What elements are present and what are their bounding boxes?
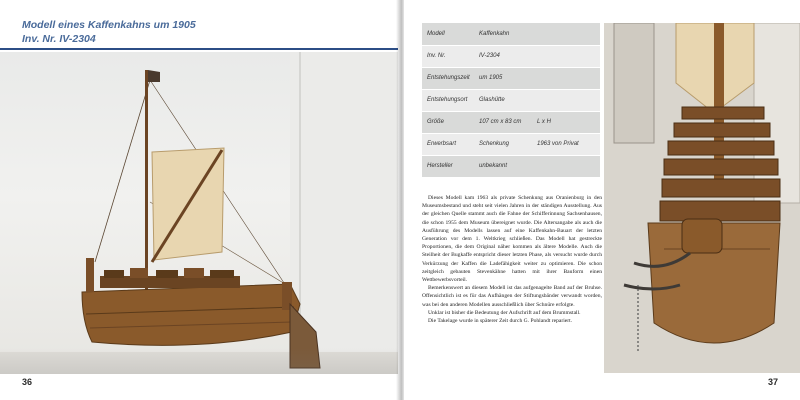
- inventory-number: Inv. Nr. IV-2304: [22, 33, 96, 45]
- ship-model-photo-front: [604, 23, 800, 373]
- page-number-left: 36: [22, 377, 33, 387]
- paragraph: Bemerkenswert an diesem Modell ist das aufgenagelte Band auf der Bruhse. Offensichtlich ist es für das Aufhängen der Stiftungsbänder verwandt worden, was bei den anderen Modellen ausschließlich über Schnüre erfolgte.: [422, 285, 602, 308]
- page-title: Modell eines Kaffenkahns um 1905: [22, 19, 196, 31]
- table-row: [422, 155, 600, 177]
- shelf-shadow: [0, 348, 398, 374]
- table-cell: 107 cm x 83 cm: [474, 111, 532, 133]
- table-cell: IV-2304: [474, 45, 532, 67]
- table-cell: [532, 45, 600, 67]
- ship-side-illustration: [0, 52, 398, 374]
- table-row: [422, 67, 600, 89]
- header-rule: [0, 48, 398, 50]
- table-cell: L x H: [532, 111, 600, 133]
- page-header: [22, 18, 382, 46]
- paragraph: Unklar ist bisher die Bedeutung der Aufschrift auf dem Brummstall.: [428, 309, 581, 316]
- table-cell: Modell: [422, 23, 474, 45]
- table-cell: [532, 67, 600, 89]
- table-cell: [532, 23, 600, 45]
- table-cell: unbekannt: [474, 155, 532, 177]
- table-row: [422, 111, 600, 133]
- object-info-table: [422, 23, 600, 178]
- table-cell: Glashütte: [474, 89, 532, 111]
- table-cell: um 1905: [474, 67, 532, 89]
- paragraph: Dieses Modell kam 1963 als private Schenkung aus Oranienburg in den Museumsbestand und steht seit vielen Jahren in der ständigen Ausstellung. Aus der gleichen Quelle stammt auch die Fahne der Schifferinnung Sachsenhausen, die schon 1955 dem Museum übereignet wurde. Die Altersangabe als auch die Ausführung des Modells lassen auf eine Kaffenkahn-Bauart der letzten Generation vor dem 1. Weltkrieg schließen. Das Modell hat gestreckte Proportionen, die dem Original näher kommen als ältere Modelle. Auch die Steilheit der Bugkaffe entspricht dieser letzten Phase, als versucht wurde durch Verkürzung der Kaffen die Ladefähigkeit weiter zu optimieren. Die schon zeitgleich gebauten Stevenkähne hatten mit ihrer Bauform einen Wettbewerbsvorteil.: [422, 195, 602, 284]
- table-row: [422, 89, 600, 111]
- table-cell: Entstehungsort: [422, 89, 474, 111]
- table-cell: Erwerbsart: [422, 133, 474, 155]
- table-cell: 1963 von Privat: [532, 133, 600, 155]
- table-cell: Kaffenkahn: [474, 23, 532, 45]
- table-cell: [532, 155, 600, 177]
- table-row: [422, 23, 600, 45]
- ship-front-illustration: [604, 23, 800, 373]
- description-text: [422, 194, 602, 325]
- table-cell: Schenkung: [474, 133, 532, 155]
- left-page: [0, 0, 398, 400]
- table-cell: Größe: [422, 111, 474, 133]
- ship-model-photo-side: [0, 52, 398, 374]
- page-number-right: 37: [767, 377, 778, 387]
- right-page: [404, 0, 800, 400]
- table-row: [422, 133, 600, 155]
- table-cell: Inv. Nr.: [422, 45, 474, 67]
- table-cell: Hersteller: [422, 155, 474, 177]
- table-cell: Entstehungszeit: [422, 67, 474, 89]
- table-row: [422, 45, 600, 67]
- table-cell: [532, 89, 600, 111]
- paragraph: Die Takelage wurde in späterer Zeit durch G. Pohlandt repariert.: [428, 318, 573, 325]
